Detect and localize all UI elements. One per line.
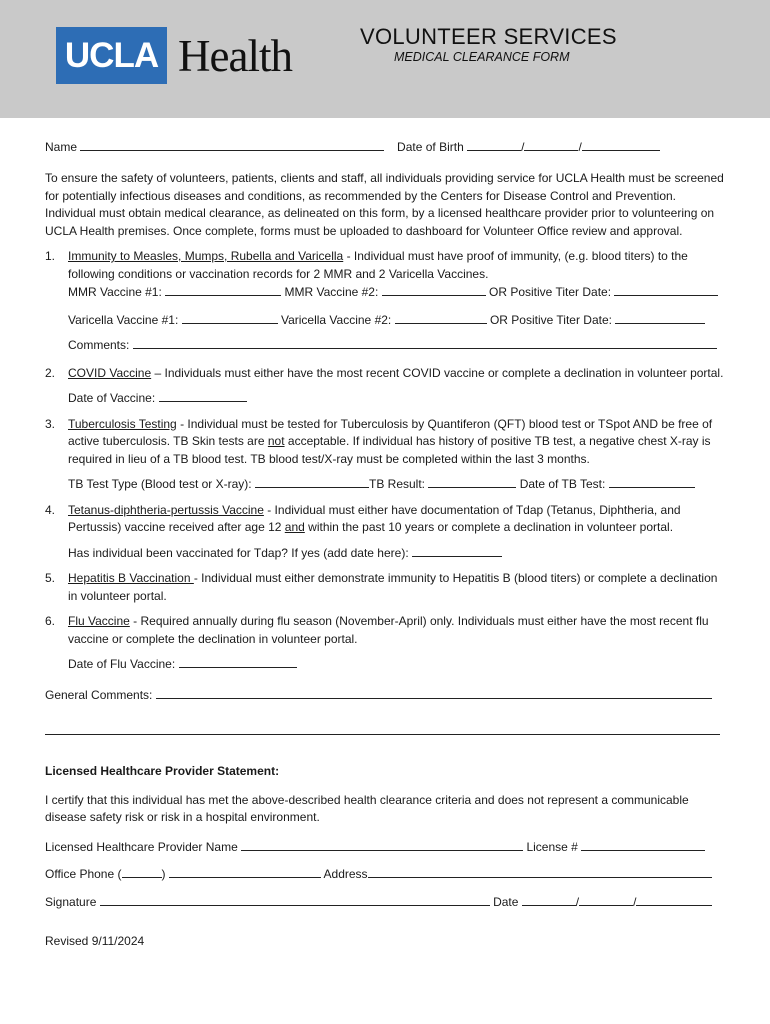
item-3-number: 3. [45, 416, 56, 431]
intro-paragraph: To ensure the safety of volunteers, patients, clients and staff, all individuals providing service for UCLA Health must be screened for potentially infectious diseases and conditions, as recommended by the Centers for Disease Control and Prevention. Individual must obtain medical clearance, as delineated on this form, by a licensed healthcare provider prior to volunteering on UCLA Health premises. Once complete, forms must be uploaded to dashboard for Volunteer Office review and approval. [45, 171, 724, 238]
item-5-text: - Individual must either demonstrate immunity to Hepatitis B (blood titers) or complete a declination in volunteer portal. [68, 571, 718, 603]
varicella-2-field[interactable] [395, 311, 487, 324]
item-5-title: Hepatitis B Vaccination [68, 571, 194, 585]
general-comments-row [45, 686, 727, 705]
provider-name-field[interactable] [241, 838, 523, 851]
signature-field[interactable] [100, 893, 490, 906]
general-comments-field[interactable] [156, 686, 712, 699]
varicella-row [68, 311, 727, 330]
signature-label: Signature [45, 894, 97, 909]
name-label: Name [45, 140, 78, 154]
dob-day-field[interactable] [524, 138, 578, 151]
tb-type-field[interactable] [255, 475, 369, 488]
license-field[interactable] [581, 838, 705, 851]
mmr-1-label: MMR Vaccine #1: [68, 285, 162, 299]
varicella-1-label: Varicella Vaccine #1: [68, 312, 179, 327]
flu-date-label: Date of Flu Vaccine: [68, 657, 176, 671]
signature-date-label: Date [493, 894, 519, 909]
item-2-title: COVID Vaccine [68, 365, 152, 380]
mmr-2-label: MMR Vaccine #2: [284, 285, 379, 299]
item-4-text-a: - Individual must either have documentation of Tdap (Tetanus, Diphtheria, and Pertussis) vaccine received after age 12 [68, 502, 681, 534]
provider-name-label: Licensed Healthcare Provider Name [45, 839, 238, 854]
tdap-row [68, 544, 727, 563]
item-3-not: not [267, 434, 285, 448]
item-2-number: 2. [45, 365, 56, 380]
item-5-number: 5. [45, 571, 56, 585]
signature-month-field[interactable] [522, 893, 576, 906]
provider-statement: I certify that this individual has met the above-described health clearance criteria and does not represent a communicable disease safety risk or risk in a hospital environment. [45, 792, 689, 824]
varicella-titer-label: OR Positive Titer Date: [489, 312, 612, 327]
item-5-hepatitis-b [45, 570, 727, 605]
item-6-flu [45, 613, 727, 674]
tb-result-field[interactable] [428, 475, 516, 488]
form-body [45, 138, 727, 951]
tdap-date-field[interactable] [412, 544, 502, 557]
item-3-text-b: acceptable. If individual has history of positive TB test, a negative chest X-ray is required in lieu of a TB blood test. TB blood test/X-ray must be completed within the last 3 months. [68, 434, 711, 466]
signature-slash-1: / [575, 894, 580, 909]
signature-row [45, 893, 727, 912]
dob-year-field[interactable] [582, 138, 660, 151]
form-title: VOLUNTEER SERVICES [360, 24, 617, 49]
mmr-row [68, 283, 727, 302]
provider-name-row [45, 838, 727, 857]
varicella-titer-field[interactable] [615, 311, 705, 324]
dob-slash-2: / [578, 140, 582, 154]
phone-label: Office Phone ( [45, 867, 122, 881]
mmr-titer-label: OR Positive Titer Date: [489, 285, 612, 299]
item-3-text-a: - Individual must be tested for Tuberculosis by Quantiferon (QFT) blood test or TSpot AND be free of active tuberculosis. TB Skin tests are [68, 416, 713, 448]
license-label: License # [526, 839, 578, 854]
item-1-comments-label: Comments: [68, 338, 130, 352]
address-label: Address [323, 867, 368, 881]
general-comments-label: General Comments: [45, 687, 153, 702]
provider-heading: Licensed Healthcare Provider Statement: [45, 764, 280, 778]
item-3-tuberculosis [45, 416, 727, 494]
name-dob-row [45, 138, 727, 156]
signature-year-field[interactable] [636, 893, 712, 906]
item-6-text: - Required annually during flu season (November-April) only. Individuals must either have the most recent flu vaccine or complete the declination in volunteer portal. [68, 614, 709, 646]
phone-area-field[interactable] [122, 865, 162, 878]
dob-slash-1: / [521, 140, 525, 154]
dob-month-field[interactable] [467, 138, 521, 151]
item-4-number: 4. [45, 502, 56, 517]
health-logo-word: Health [178, 31, 292, 81]
form-header [0, 0, 770, 118]
tb-result-label: TB Result: [368, 477, 425, 491]
mmr-2-field[interactable] [382, 283, 486, 296]
general-comments-line-2[interactable] [45, 726, 720, 735]
mmr-1-field[interactable] [165, 283, 281, 296]
item-6-title: Flu Vaccine [68, 614, 130, 628]
item-2-text: – Individuals must either have the most recent COVID vaccine or complete a declination in volunteer portal. [151, 365, 724, 380]
tdap-question: Has individual been vaccinated for Tdap? If yes (add date here): [68, 545, 409, 560]
address-field[interactable] [368, 865, 712, 878]
covid-date-row [68, 389, 727, 408]
mmr-titer-field[interactable] [614, 283, 718, 296]
item-1-number: 1. [45, 249, 56, 263]
phone-address-row [45, 865, 727, 884]
item-1-text: - Individual must have proof of immunity, (e.g. blood titers) to the following conditions or vaccination records for 2 MMR and 2 Varicella Vaccines. [68, 249, 688, 281]
signature-day-field[interactable] [579, 893, 633, 906]
item-2-covid [45, 365, 727, 408]
phone-number-field[interactable] [169, 865, 321, 878]
item-1-title: Immunity to Measles, Mumps, Rubella and Varicella [68, 249, 344, 263]
tb-date-field[interactable] [609, 475, 695, 488]
item-1-comments-row [68, 336, 727, 355]
form-subtitle: MEDICAL CLEARANCE FORM [394, 50, 570, 64]
revised-date: Revised 9/11/2024 [45, 934, 145, 948]
tb-date-label: Date of TB Test: [519, 477, 606, 491]
tb-type-label: TB Test Type (Blood test or X-ray): [68, 477, 252, 491]
phone-close: ) [161, 867, 166, 881]
ucla-logo-box: UCLA [56, 27, 167, 84]
item-1-comments-field[interactable] [133, 336, 717, 349]
signature-slash-2: / [633, 894, 637, 909]
item-4-text-b: within the past 10 years or complete a declination in volunteer portal. [304, 520, 674, 534]
item-6-number: 6. [45, 614, 56, 628]
name-field[interactable] [80, 138, 384, 151]
flu-date-field[interactable] [179, 655, 297, 668]
item-4-and: and [284, 520, 305, 534]
flu-date-row [68, 655, 727, 674]
item-1-immunity [45, 248, 727, 355]
covid-date-field[interactable] [159, 389, 247, 402]
tb-row [68, 475, 727, 494]
covid-date-label: Date of Vaccine: [68, 391, 156, 405]
dob-label: Date of Birth [397, 140, 464, 154]
item-4-title: Tetanus-diphtheria-pertussis Vaccine [68, 502, 264, 517]
item-4-tdap [45, 502, 727, 563]
varicella-2-label: Varicella Vaccine #2: [280, 312, 392, 327]
varicella-1-field[interactable] [182, 311, 278, 324]
item-3-title: Tuberculosis Testing [68, 416, 177, 431]
